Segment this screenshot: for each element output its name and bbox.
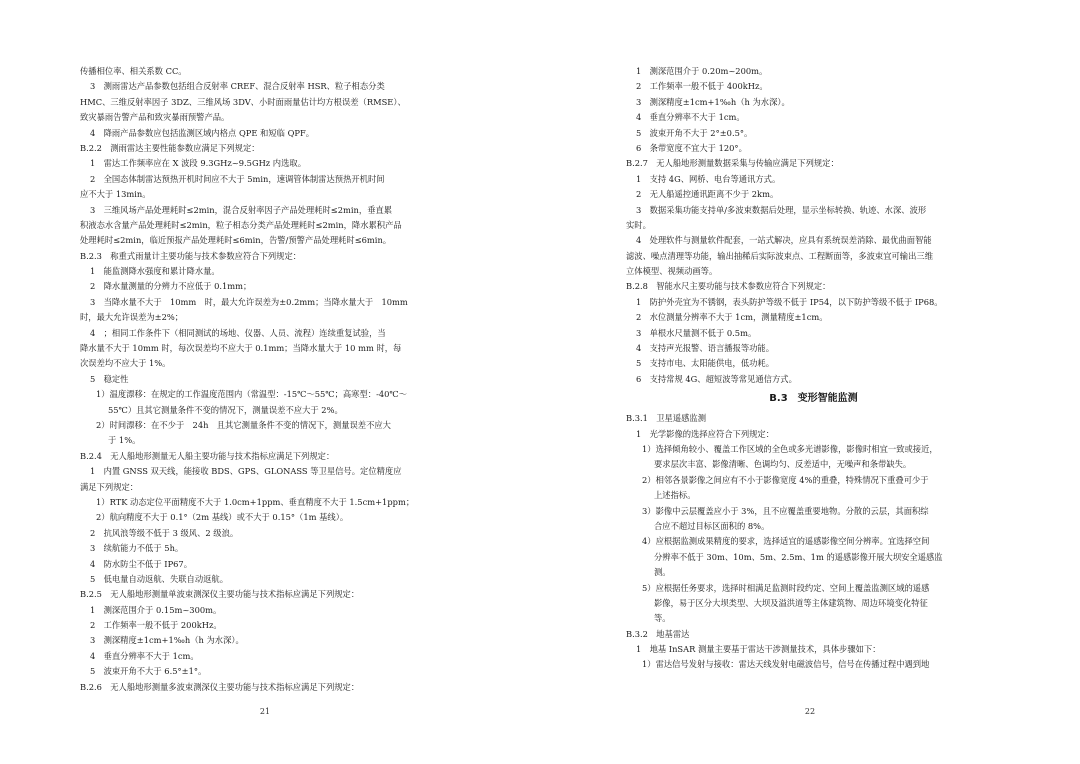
text-line: 1 雷达工作频率应在 X 波段 9.3GHz~9.5GHz 内选取。 <box>90 158 306 169</box>
text-line: 4 垂直分辨率不大于 1cm。 <box>636 112 745 123</box>
text-line: 立体模型、视频动画等。 <box>626 266 718 277</box>
text-line: 1 测深范围介于 0.20m~200m。 <box>636 66 768 76</box>
text-line: 等。 <box>654 613 671 624</box>
text-line: 满足下列规定： <box>80 481 139 492</box>
text-line: 2 降水量测量的分辨力不应低于 0.1mm； <box>90 281 252 292</box>
text-line: 1 测深范围介于 0.15m~300m。 <box>90 604 222 615</box>
text-line: 4 支持声光报警、语言播报等功能。 <box>636 343 775 354</box>
text-line: B.3.2 地基雷达 <box>626 628 690 639</box>
text-line: 时，最大允许误差为±2%； <box>80 312 184 323</box>
text-line: 合应不超过目标区面积的 8%。 <box>654 520 770 531</box>
section-heading: B.3 变形智能监测 <box>769 393 858 405</box>
text-line: B.2.6 无人船地形测量多波束测深仪主要功能与技术指标应满足下列规定： <box>80 681 360 692</box>
text-line: 5 支持市电、太阳能供电，低功耗。 <box>636 358 775 369</box>
text-line: 1 能监测降水强度和累计降水量。 <box>90 266 220 277</box>
text-line: B.2.8 智能水尺主要功能与技术参数应符合下列规定： <box>626 281 831 292</box>
text-line: 2 工作频率一般不低于 200kHz。 <box>90 620 222 631</box>
text-line: 于 1%。 <box>108 435 141 446</box>
text-line: 2 水位测量分辨率不大于 1cm，测量精度±1cm。 <box>636 312 828 323</box>
text-line: B.2.4 无人船地形测量无人船主要功能与技术指标应满足下列规定： <box>80 450 335 461</box>
text-line: 2）相邻各景影像之间应有不小于影像宽度 4%的重叠，特殊情况下重叠可少于 <box>642 474 929 485</box>
text-line: 上述指标。 <box>654 490 696 501</box>
text-line: 5 波束开角不大于 2°±0.5°。 <box>636 127 753 138</box>
text-line: 3 当降水量不大于 10mm 时，最大允许误差为±0.2mm；当降水量大于 10mm <box>90 296 408 307</box>
text-line: 5 波束开角不大于 6.5°±1°。 <box>90 666 207 677</box>
text-line: 3 单根水尺量测不低于 0.5m。 <box>636 327 757 338</box>
text-line: 3 测深精度±1cm+1‰h（h 为水深）。 <box>90 635 244 646</box>
text-line: 2）航向精度不大于 0.1°（2m 基线）或不大于 0.15°（1m 基线）。 <box>96 512 349 523</box>
text-line: 5 稳定性 <box>90 373 129 384</box>
text-line: 3 测雨雷达产品参数包括组合反射率 CREF、混合反射率 HSR、粒子相态分类 <box>90 81 385 92</box>
text-line: B.2.7 无人船地形测量数据采集与传输应满足下列规定： <box>626 158 839 169</box>
text-line: 1 防护外壳宜为不锈钢，表头防护等级不低于 IP54，以下防护等级不低于 IP68。 <box>636 296 943 307</box>
text-line: 积液态水含量产品处理耗时≤2min，粒子相态分类产品处理耗时≤2min，降水累积产品 <box>80 219 402 230</box>
text-line: B.2.3 称重式雨量计主要功能与技术参数应符合下列规定： <box>80 250 302 261</box>
text-line: 1 地基 InSAR 测量主要基于雷达干涉测量技术，具体步骤如下： <box>636 644 881 655</box>
page-22 <box>540 0 1080 764</box>
text-line: 处理耗时≤2min，临近预报产品处理耗时≤6min，告警/预警产品处理耗时≤6min。 <box>80 235 392 246</box>
text-line: 3 三维风场产品处理耗时≤2min，混合反射率因子产品处理耗时≤2min，垂直累 <box>90 204 393 215</box>
text-line: B.2.2 测雨雷达主要性能参数应满足下列规定： <box>80 142 260 153</box>
text-line: 4 处理软件与测量软件配套，一站式解决，应具有系统误差消除、最优曲面智能 <box>636 235 932 246</box>
text-line: 4 降雨产品参数应包括监测区域内格点 QPE 和短临 QPF。 <box>90 127 315 138</box>
text-line: 3 续航能力不低于 5h。 <box>90 543 184 554</box>
text-line: 2）时间漂移：在不少于 24h 且其它测量条件不变的情况下，测量误差不应大 <box>96 419 391 430</box>
text-line: 3）影像中云层覆盖应小于 3%，且不应覆盖重要地物。分散的云层，其面积综 <box>642 505 929 516</box>
text-line: 4）应根据监测成果精度的要求，选择适宜的遥感影像空间分辨率。宜选择空间 <box>642 536 930 547</box>
text-line: 分辨率不低于 30m、10m、5m、2.5m、1m 的遥感影像开展大坝安全遥感监 <box>654 551 943 562</box>
page-number-right: 22 <box>804 707 816 716</box>
text-line: 要求层次丰富、影像清晰、色调均匀、反差适中，无噪声和条带缺失。 <box>654 459 912 470</box>
text-line: 2 工作频率一般不低于 400kHz。 <box>636 81 768 92</box>
text-line: 2 抗风浪等级不低于 3 级风、2 级浪。 <box>90 527 239 538</box>
text-line: 实时。 <box>626 219 651 230</box>
text-line: 影像，易于区分大坝类型、大坝及溢洪道等主体建筑物、周边环境变化特征 <box>654 597 928 608</box>
text-line: 1）温度漂移：在规定的工作温度范围内（常温型：-15℃～55℃；高寒型：-40℃～ <box>96 389 408 400</box>
text-line: 6 支持常规 4G、超短波等常见通信方式。 <box>636 373 797 384</box>
text-line: 3 数据采集功能支持单/多波束数据后处理，显示坐标转换、轨迹、水深、波形 <box>636 204 927 215</box>
text-line: 次误差均不应大于 1%。 <box>80 358 171 369</box>
text-line: 降水量不大于 10mm 时，每次误差均不应大于 0.1mm；当降水量大于 10 mm 时，每 <box>80 343 402 354</box>
text-line: 4 垂直分辨率不大于 1cm。 <box>90 650 199 661</box>
text-line: 1 支持 4G、网桥、电台等通讯方式。 <box>636 173 781 184</box>
left-page-text-column <box>80 64 452 695</box>
text-line: 5）应根据任务要求，选择时相满足监测时段约定、空间上覆盖监测区域的遥感 <box>642 582 930 593</box>
text-line: 4 防水防尘不低于 IP67。 <box>90 558 193 569</box>
text-line: 1）RTK 动态定位平面精度不大于 1.0cm+1ppm、垂直精度不大于 1.5cm+1ppm； <box>96 496 415 507</box>
text-line: 6 条带宽度不宜大于 120°。 <box>636 142 747 153</box>
page-number-left: 21 <box>259 707 271 716</box>
text-line: 测。 <box>654 567 671 578</box>
text-line: 滤波、噪点清理等功能，输出抽稀后实际波束点、工程断面等，多波束宜可输出三维 <box>626 250 933 261</box>
text-line: 5 低电量自动返航、失联自动返航。 <box>90 573 229 584</box>
text-line: 4 ；相同工作条件下（相同测试的场地、仪器、人员、流程）连续重复试验，当 <box>90 327 386 338</box>
text-line: 55℃）且其它测量条件不变的情况下，测量误差不应大于 2%。 <box>108 404 343 415</box>
text-line: 传播相位率、相关系数 CC。 <box>80 66 187 76</box>
text-line: 1 内置 GNSS 双天线，能接收 BDS、GPS、GLONASS 等卫星信号。定位精度应 <box>90 466 402 477</box>
text-line: 1）雷达信号发射与接收：雷达天线发射电磁波信号，信号在传播过程中遇到地 <box>642 659 930 670</box>
text-line: 3 测深精度±1cm+1‰h（h 为水深）。 <box>636 96 790 107</box>
text-line: B.2.5 无人船地形测量单波束测深仪主要功能与技术指标应满足下列规定： <box>80 589 360 600</box>
text-line: HMC、三维反射率因子 3DZ、三维风场 3DV、小时面雨量估计均方根误差（RMSE）、 <box>80 96 406 107</box>
text-line: 2 无人船遥控通讯距离不少于 2km。 <box>636 189 779 200</box>
right-page-text-column <box>626 64 1001 673</box>
text-line: 应不大于 13min。 <box>80 189 151 200</box>
text-line: 2 全国态体制雷达预热开机时间应不大于 5min，速调管体制雷达预热开机时间 <box>90 173 385 184</box>
text-line: 致灾暴雨告警产品和致灾暴雨预警产品。 <box>80 112 230 123</box>
text-line: 1 光学影像的选择应符合下列规定： <box>636 428 775 439</box>
text-line: 1）选择倾角较小、覆盖工作区域的全色或多光谱影像，影像时相宜一致或接近， <box>642 443 938 454</box>
text-line: B.3.1 卫星遥感监测 <box>626 413 707 424</box>
